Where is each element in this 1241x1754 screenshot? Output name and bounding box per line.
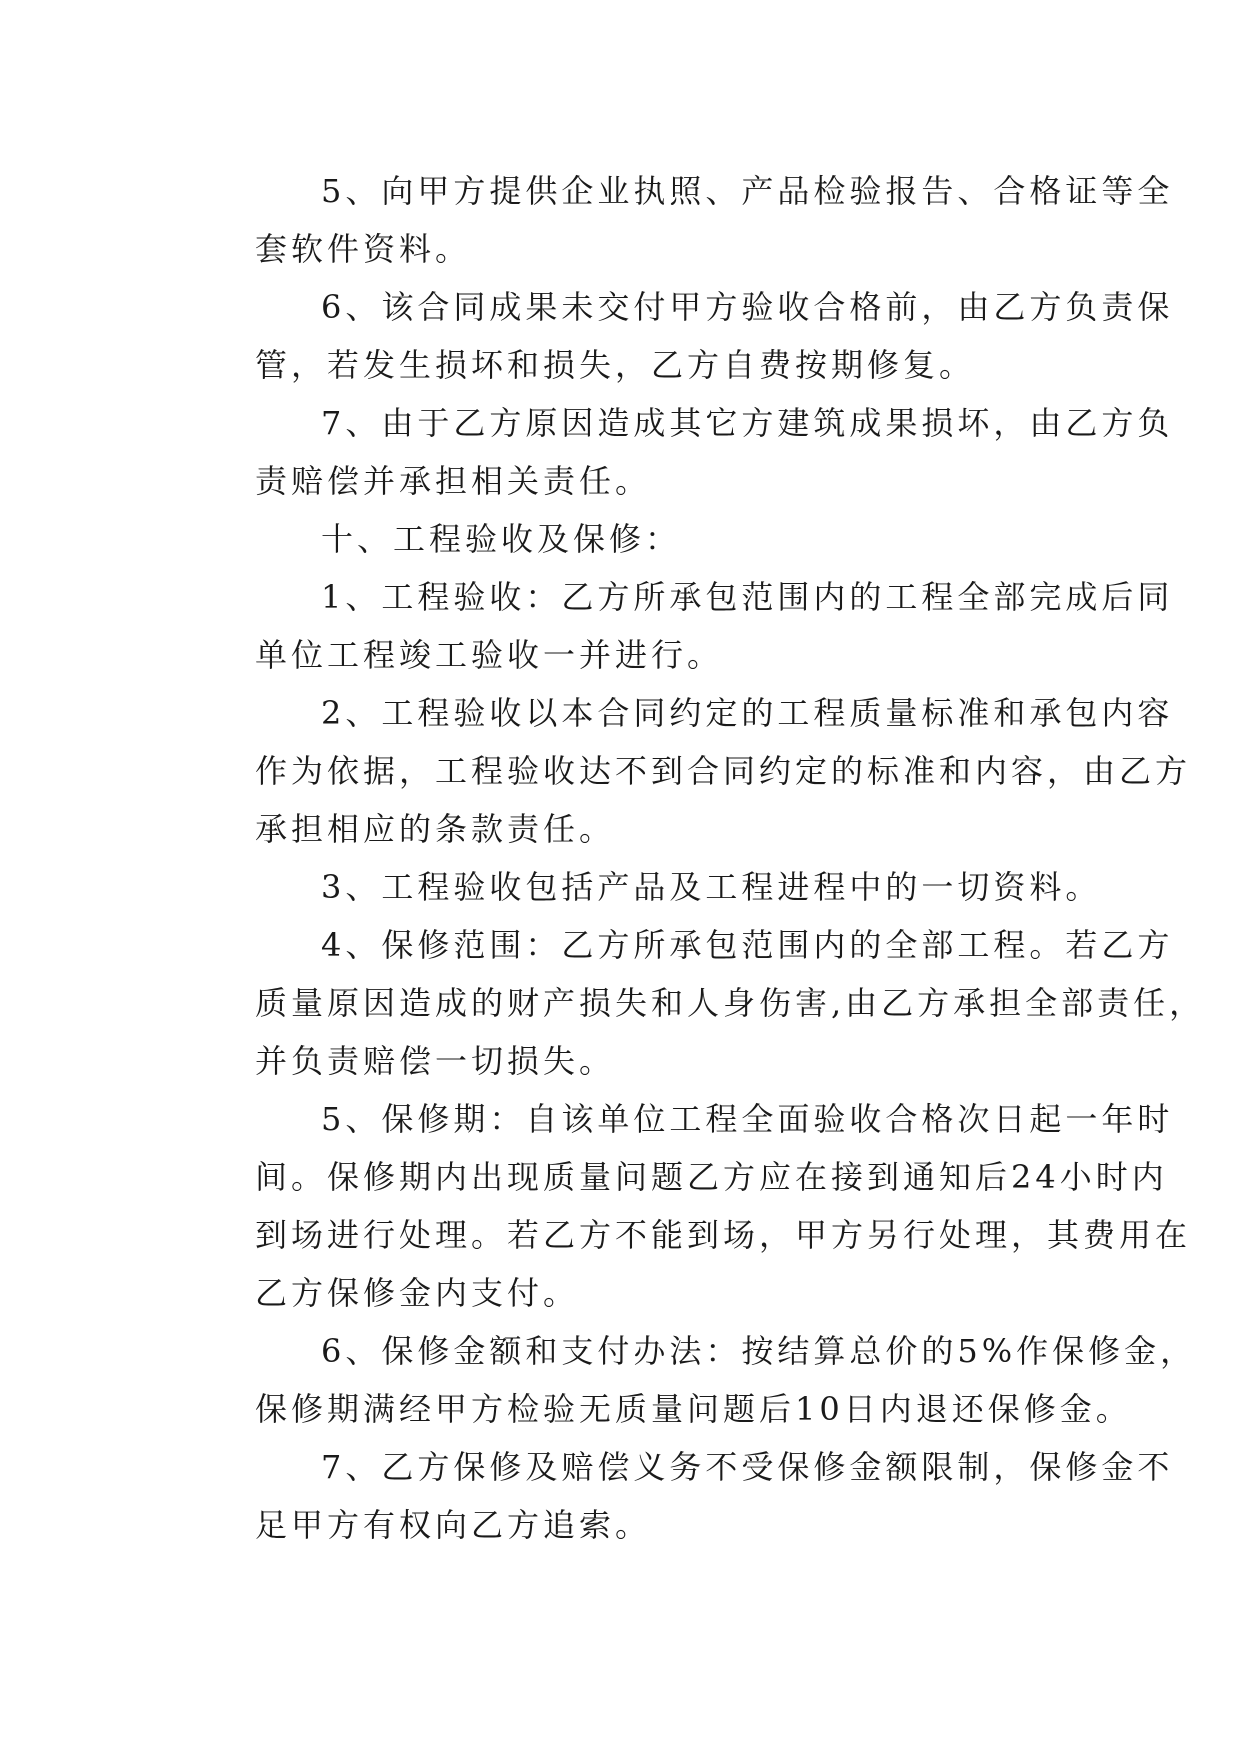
paragraph-acceptance-1 [189,568,1174,684]
document-body [189,162,1206,1554]
paragraph-item-7-damage [189,394,1174,510]
text-line: 3、工程验收包括产品及工程进程中的一切资料。 [321,868,1102,906]
text-line: 5、向甲方提供企业执照、产品检验报告、合格证等全 [321,172,1174,210]
text-line: 责赔偿并承担相关责任。 [255,462,652,500]
text-line: 套软件资料。 [255,230,472,268]
text-line: 承担相应的条款责任。 [255,810,616,848]
text-line: 作为依据，工程验收达不到合同约定的标准和内容，由乙方 [255,752,1192,790]
text-line: 5、保修期：自该单位工程全面验收合格次日起一年时 [321,1100,1174,1138]
paragraph-warranty-obligation-7 [189,1438,1174,1554]
text-line: 并负责赔偿一切损失。 [255,1042,616,1080]
text-line: 1、工程验收：乙方所承包范围内的工程全部完成后同 [321,578,1174,616]
paragraph-warranty-scope-4 [189,916,1206,1090]
text-line: 单位工程竣工验收一并进行。 [255,636,724,674]
text-line: 质量原因造成的财产损失和人身伤害,由乙方承担全部责任， [255,984,1206,1022]
text-line: 管，若发生损坏和损失，乙方自费按期修复。 [255,346,976,384]
paragraph-warranty-period-5 [189,1090,1192,1322]
paragraph-warranty-deposit-6 [189,1322,1197,1438]
text-line: 到场进行处理。若乙方不能到场，甲方另行处理，其费用在 [255,1216,1192,1254]
text-line: 足甲方有权向乙方追索。 [255,1506,652,1544]
text-line: 7、由于乙方原因造成其它方建筑成果损坏，由乙方负 [321,404,1174,442]
text-line: 2、工程验收以本合同约定的工程质量标准和承包内容 [321,694,1174,732]
text-line: 6、保修金额和支付办法：按结算总价的5%作保修金， [321,1332,1197,1370]
paragraph-item-5-software-docs [189,162,1174,278]
text-line: 乙方保修金内支付。 [255,1274,580,1312]
paragraph-acceptance-2 [189,684,1192,858]
section-heading: 十、工程验收及保修： [321,520,682,558]
text-line: 保修期满经甲方检验无质量问题后10日内退还保修金。 [255,1390,1132,1428]
text-line: 6、该合同成果未交付甲方验收合格前，由乙方负责保 [321,288,1174,326]
paragraph-item-6-custody [189,278,1174,394]
text-line: 7、乙方保修及赔偿义务不受保修金额限制，保修金不 [321,1448,1174,1486]
text-line: 4、保修范围：乙方所承包范围内的全部工程。若乙方 [321,926,1174,964]
section-heading-acceptance-warranty [189,510,1055,568]
text-line: 间。保修期内出现质量问题乙方应在接到通知后24小时内 [255,1158,1168,1196]
paragraph-acceptance-3 [189,858,1102,916]
